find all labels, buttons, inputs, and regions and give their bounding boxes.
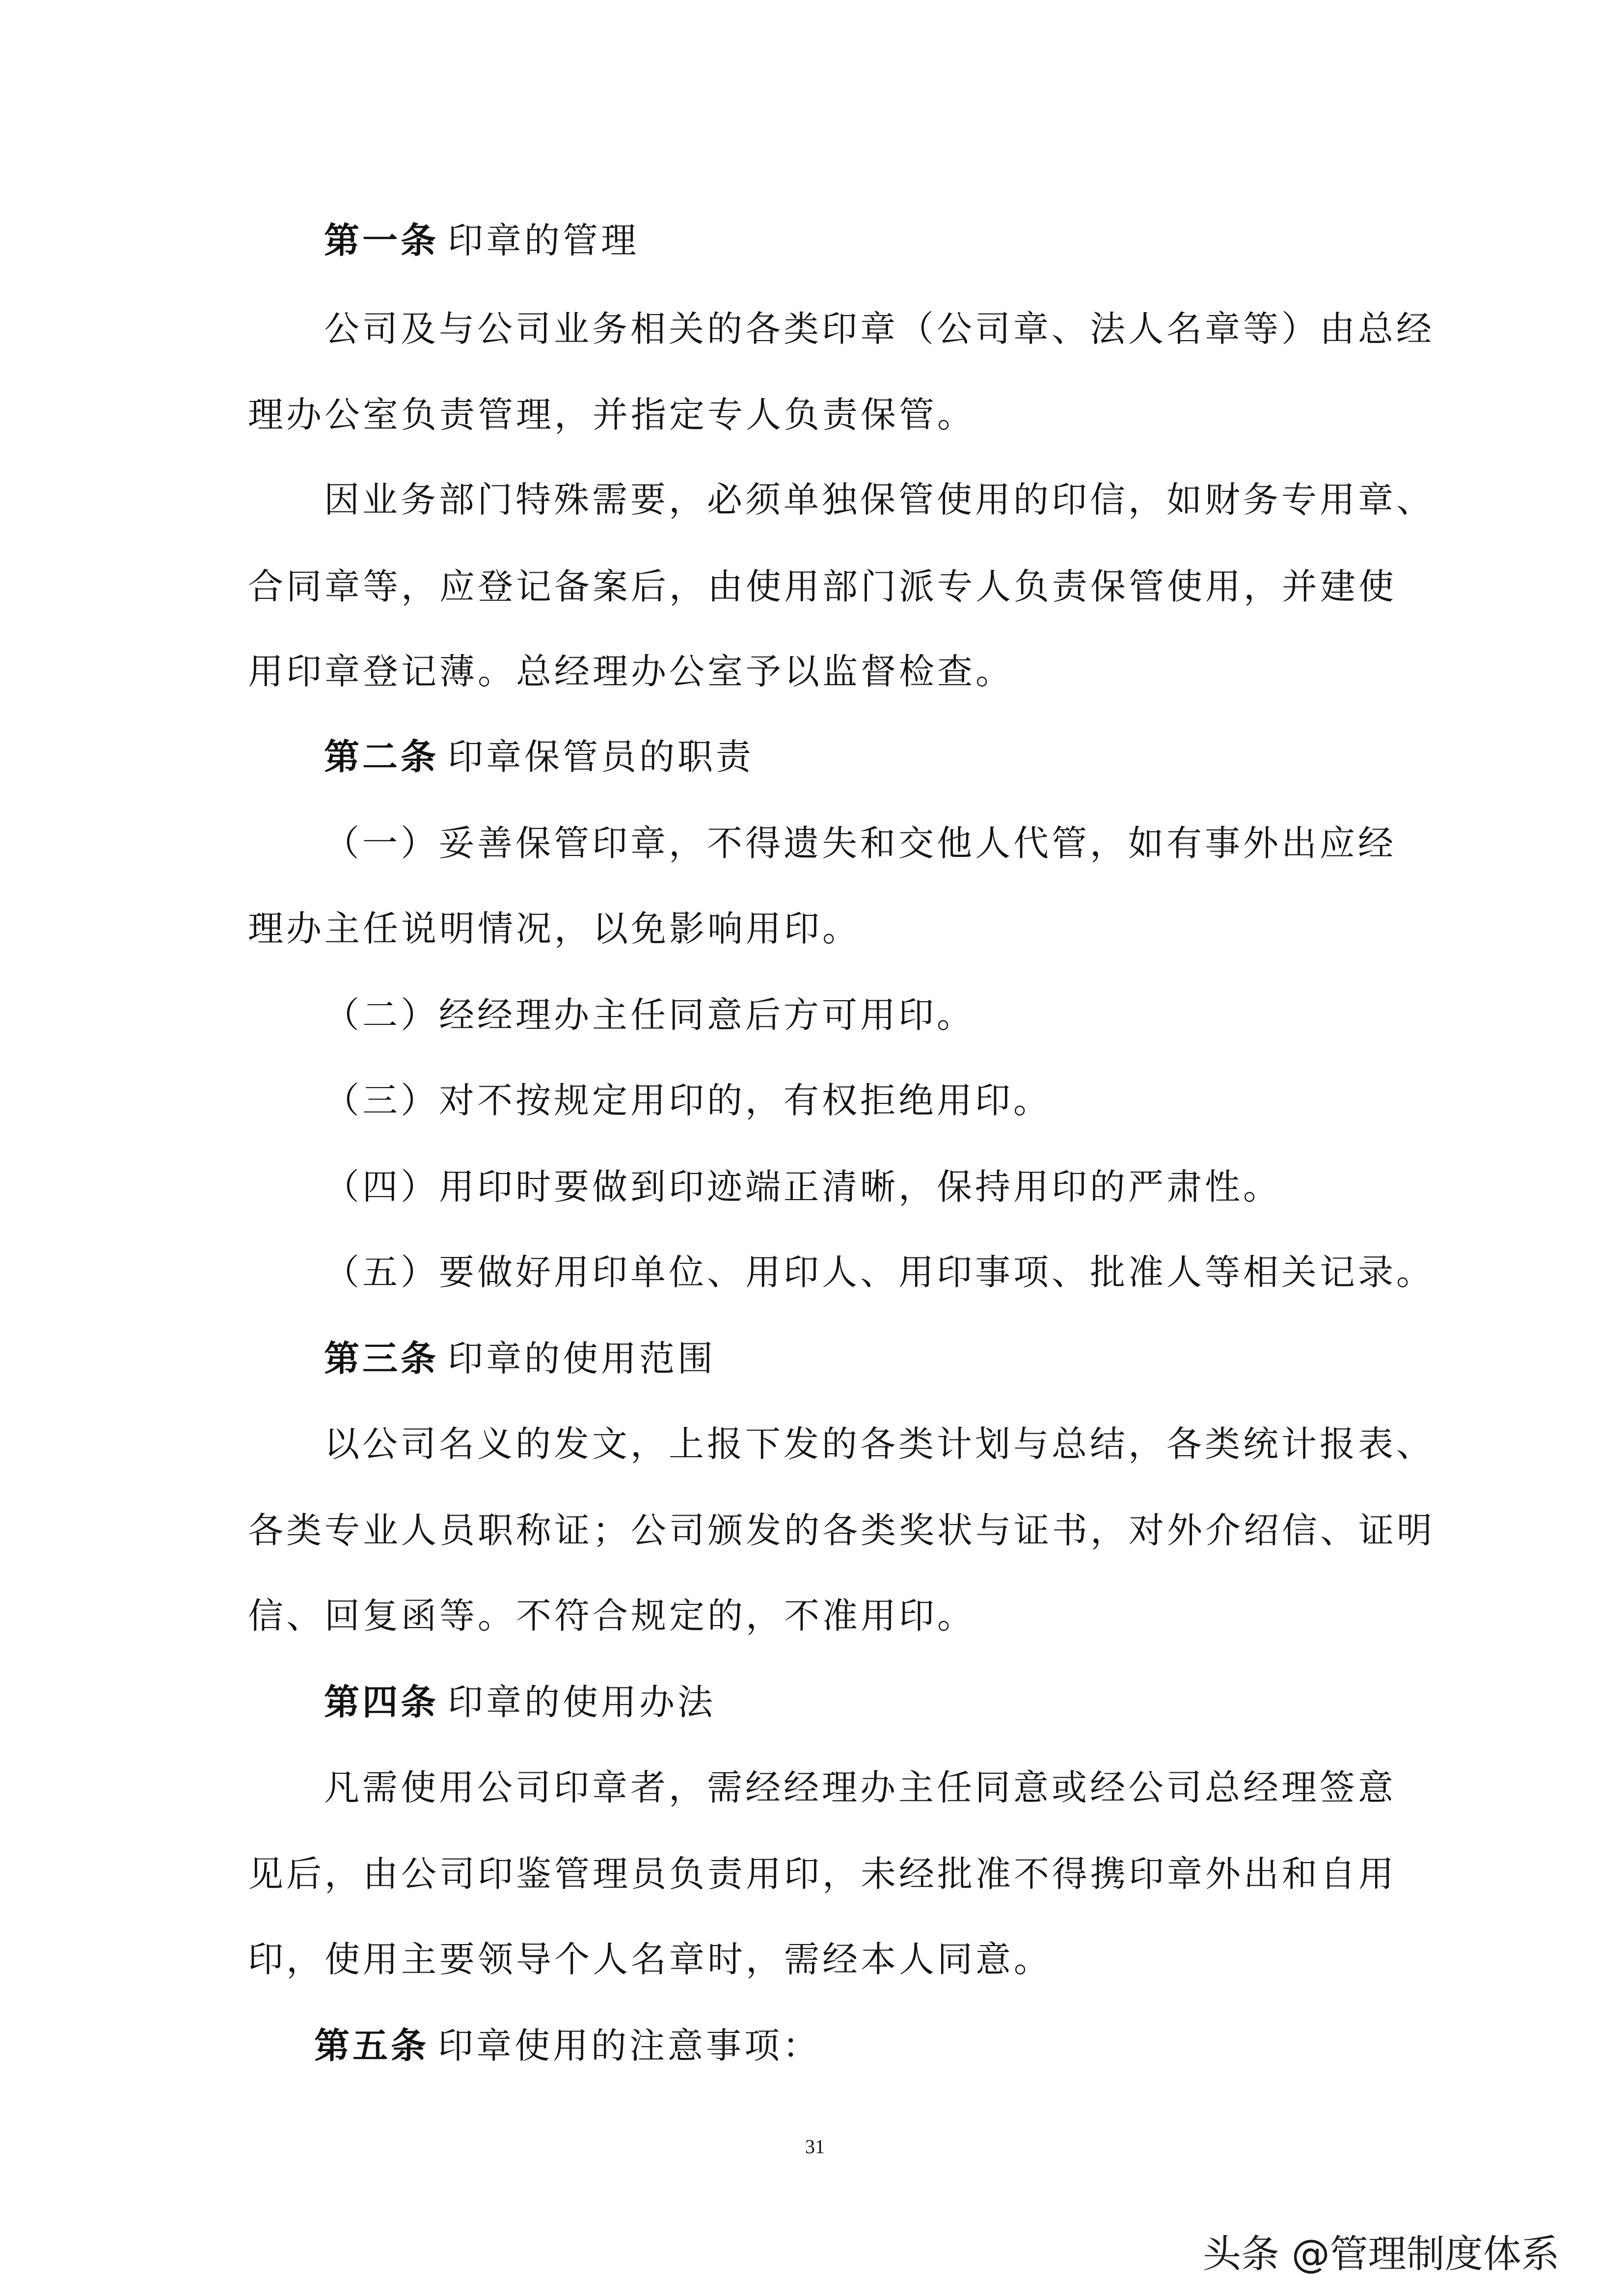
paragraph-line: 信、回复函等。不符合规定的，不准用印。 [248, 1595, 976, 1636]
section-number: 第四条 [324, 1682, 439, 1723]
watermark: 头条 @管理制度体系 [1203, 2232, 1560, 2276]
section-heading-2 [324, 732, 754, 781]
section-number: 第一条 [324, 220, 439, 261]
paragraph-line: 合同章等，应登记备案后，由使用部门派专人负责保管使用，并建使 [248, 566, 1397, 607]
section-heading-5 [314, 2021, 821, 2070]
section-number: 第三条 [324, 1338, 439, 1379]
page-number: 31 [805, 2136, 825, 2158]
section-heading-1 [324, 216, 639, 265]
paragraph-line: 凡需使用公司印章者，需经经理办主任同意或经公司总经理签意 [324, 1767, 1397, 1808]
section-heading-3 [324, 1334, 716, 1383]
paragraph-line: （一）妥善保管印章，不得遗失和交他人代管，如有事外出应经 [324, 823, 1397, 864]
section-number: 第五条 [314, 2025, 430, 2066]
section-title: 印章的管理 [448, 220, 640, 261]
paragraph-line: 公司及与公司业务相关的各类印章（公司章、法人名章等）由总经 [324, 308, 1435, 349]
paragraph-line: （五）要做好用印单位、用印人、用印事项、批准人等相关记录。 [324, 1252, 1435, 1293]
section-title: 印章使用的注意事项： [438, 2025, 821, 2066]
paragraph-line: （二）经经理办主任同意后方可用印。 [324, 994, 975, 1036]
paragraph-line: 各类专业人员职称证；公司颁发的各类奖状与证书，对外介绍信、证明 [248, 1510, 1435, 1551]
paragraph-line: 理办主任说明情况，以免影响用印。 [248, 908, 861, 949]
section-title: 印章的使用办法 [448, 1682, 716, 1723]
section-heading-4 [324, 1678, 716, 1727]
paragraph-line: 理办公室负责管理，并指定专人负责保管。 [248, 394, 976, 435]
paragraph-line: （四）用印时要做到印迹端正清晰，保持用印的严肃性。 [324, 1166, 1282, 1207]
paragraph-line: 用印章登记薄。总经理办公室予以监督检查。 [248, 651, 1014, 692]
paragraph-line: 以公司名义的发文，上报下发的各类计划与总结，各类统计报表、 [324, 1423, 1435, 1465]
paragraph-line: 印，使用主要领导个人名章时，需经本人同意。 [248, 1939, 1053, 1980]
section-title: 印章保管员的职责 [448, 736, 755, 777]
paragraph-line: （三）对不按规定用印的，有权拒绝用印。 [324, 1080, 1052, 1121]
paragraph-line: 见后，由公司印鉴管理员负责用印，未经批准不得携印章外出和自用 [248, 1853, 1397, 1895]
paragraph-line: 因业务部门特殊需要，必须单独保管使用的印信，如财务专用章、 [324, 479, 1435, 520]
section-number: 第二条 [324, 736, 439, 777]
section-title: 印章的使用范围 [448, 1338, 716, 1379]
